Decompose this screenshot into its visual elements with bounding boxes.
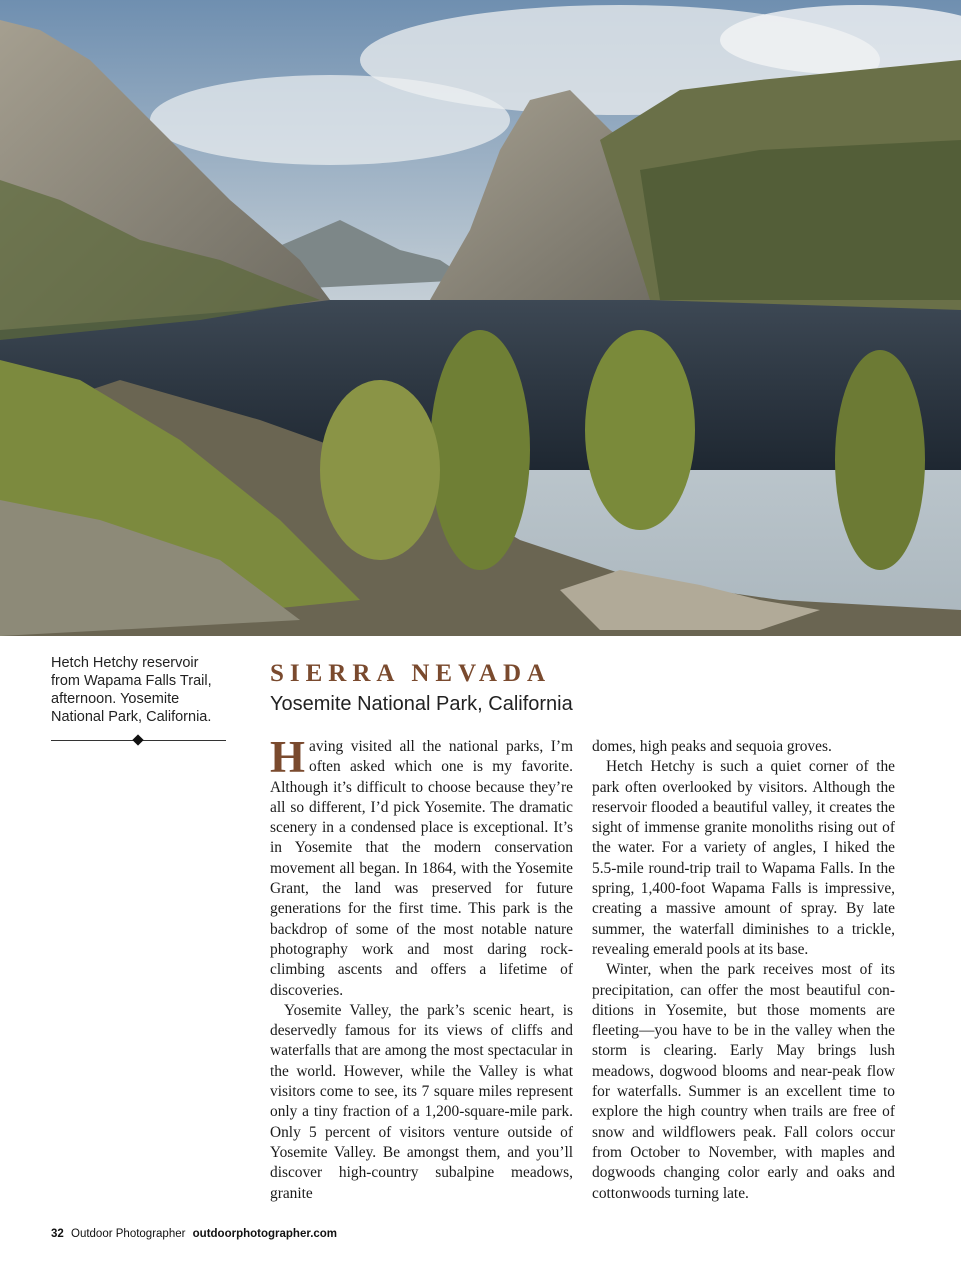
diamond-icon xyxy=(132,734,143,745)
paragraph: Yosemite Valley, the park’s scenic heart, is deservedly famous for its views of cliffs and waterfalls that are among the most spectacular in the world. However, while the Valley is what visitors come to see, its 7 square miles represent only a tiny fraction of a 1,200-square-mile park. Only 5 percent of visitors venture outside of Yosemite Valley. Be amongst them, and you’ll discover high-country subalpine meadows, granite xyxy=(270,1001,573,1202)
paragraph xyxy=(270,732,573,1001)
section-kicker: SIERRA NEVADA xyxy=(270,660,552,687)
website-url: outdoorphotographer.com xyxy=(192,1228,338,1240)
paragraph: Hetch Hetchy is such a quiet corner of the park often overlooked by visitors. Although the reservoir flooded a beautiful valley, it creates the sight of immense granite monoliths rising out of the water. For a variety of angles, I hiked the 5.5-mile round-trip trail to Wapama Falls. In the spring, 1,400-foot Wapama Falls is impressive, creating a massive amount of spray. By late summer, the waterfall diminishes to a trickle, revealing emerald pools at its base. xyxy=(592,758,895,958)
drop-cap: H xyxy=(270,732,306,782)
article-column-1 xyxy=(270,732,573,1204)
paragraph: Winter, when the park receives most of its precipitation, can offer the most beautiful conditions in Yosemite, but those moments are fleeting—you have to be in the valley when the storm is clearing. Early May brings lush meadows, dogwood blooms and near-peak flow for waterfalls. Summer is an excellent time to explore the high country when trails are free of snow and wildflowers peak. Fall colors occur from October to November, with maples and dogwoods changing color early and oaks and cottonwoods turning late. xyxy=(592,961,895,1202)
article-column-2 xyxy=(592,737,895,1204)
page-footer xyxy=(51,1228,337,1240)
photo-caption: Hetch Hetchy reservoir from Wapama Falls Trail, afternoon. Yosemite National Park, California. xyxy=(51,655,212,725)
hero-photo xyxy=(0,0,961,636)
caption-divider xyxy=(51,735,226,747)
landscape-photo-illustration xyxy=(0,0,961,636)
paragraph-text: aving visited all the national parks, I’m often asked which one is my favorite. Although it’s difficult to choose because they’re all so different, I’d pick Yosemite. The dramatic scenery in a condensed place is exceptional. It’s in Yosemite that the modern conservation movement all began. In 1864, with the Yosemite Grant, the land was preserved for future generations for the first time. This park is the backdrop of some of the most notable nature photography work and most daring rock-climbing ascents and offers a lifetime of discoveries. xyxy=(270,738,573,999)
article-subtitle: Yosemite National Park, California xyxy=(270,693,573,715)
page-number: 32 xyxy=(51,1228,64,1240)
magazine-name: Outdoor Photographer xyxy=(71,1228,186,1240)
paragraph: domes, high peaks and sequoia groves. xyxy=(592,738,832,755)
